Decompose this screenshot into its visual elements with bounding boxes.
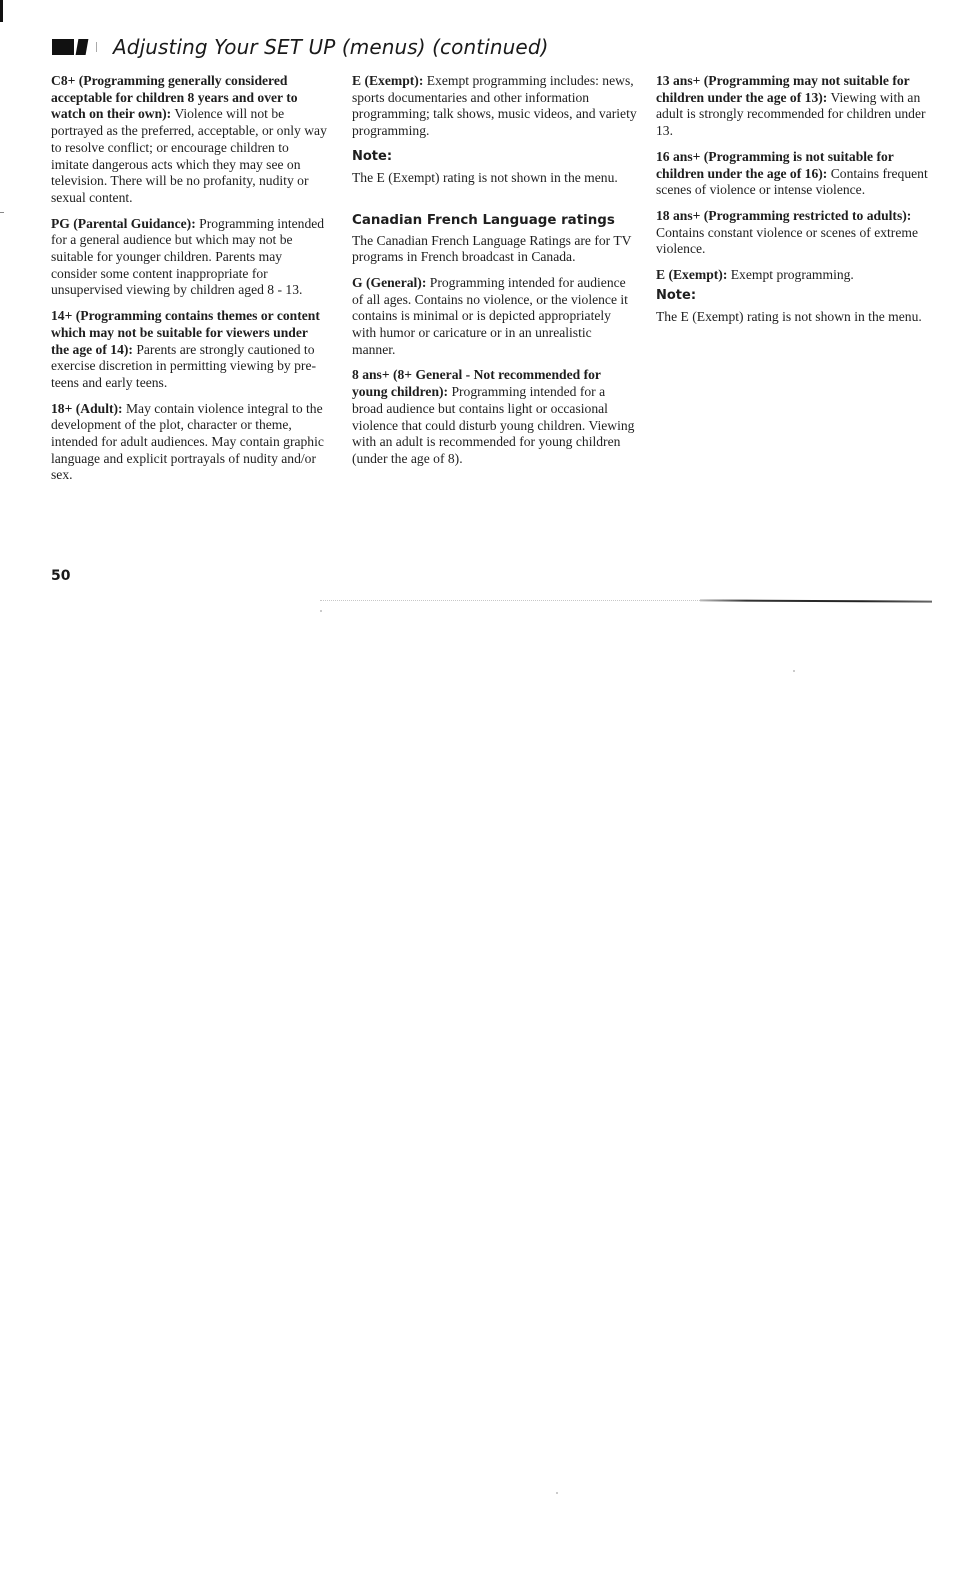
rating-description: Programming intended for audience of all ages. Contains no violence, or the violence it contains is minimal or is depicted appropriately with humor or caricature or in an unrealistic manner. <box>352 274 628 357</box>
rating-paragraph-16ans <box>656 149 940 199</box>
scan-edge-tick <box>0 212 4 213</box>
rating-paragraph-exempt-fr <box>656 267 940 284</box>
rating-term: E (Exempt): <box>352 73 424 88</box>
rating-description: Contains constant violence or scenes of extreme violence. <box>656 224 918 257</box>
rating-paragraph-exempt <box>352 73 638 140</box>
rating-paragraph-13ans <box>656 73 940 140</box>
rating-description: Programming intended for a broad audience but contains light or occasional violence that could disturb young children. Viewing with an adult is recommended for young children (under the age of 8). <box>352 384 635 466</box>
section-intro: The Canadian French Language Ratings are for TV programs in French broadcast in Canada. <box>352 232 632 265</box>
scan-artifact-dots <box>320 600 700 603</box>
scan-artifact-rule <box>700 599 932 602</box>
rating-description: Contains frequent scenes of violence or intense violence. <box>656 165 928 198</box>
rating-description: Parents are strongly cautioned to exercise discretion in permitting viewing by pre-teens and early teens. <box>51 341 316 390</box>
rating-paragraph-8ans <box>352 367 638 467</box>
section-marker-icon <box>52 39 97 55</box>
rating-term: 14+ (Programming contains themes or content which may not be suitable for viewers under the age of 14): <box>51 308 320 357</box>
page-number: 50 <box>51 568 71 584</box>
page-title: Adjusting Your SET UP (menus) (continued) <box>113 35 549 59</box>
rating-description: Exempt programming. <box>727 267 854 283</box>
rating-term: 16 ans+ (Programming is not suitable for children under the age of 16): <box>656 148 894 181</box>
rating-term: C8+ (Programming generally considered acceptable for children 8 years and over to watch on their own): <box>51 73 298 122</box>
note-text: The E (Exempt) rating is not shown in the menu. <box>352 169 618 185</box>
rating-paragraph-c8 <box>51 73 327 207</box>
rating-term: 18+ (Adult): <box>51 400 123 416</box>
page-header <box>52 32 549 62</box>
column-3 <box>656 73 940 334</box>
scan-speck <box>793 670 795 672</box>
note-label: Note: <box>656 287 697 303</box>
rating-description: Exempt programming includes: news, sports documentaries and other information programming; talk shows, music videos, and variety programming. <box>352 73 637 139</box>
rating-description: Programming intended for a general audience but which may not be suitable for younger children. Parents may consider some content inappropriate for unsupervised viewing by children aged 8 - 13. <box>51 215 325 298</box>
note-text: The E (Exempt) rating is not shown in the menu. <box>656 308 922 324</box>
note-label: Note: <box>352 148 393 164</box>
rating-description: Violence will not be portrayed as the preferred, acceptable, or only way to resolve conflict; or encourage children to imitate dangerous acts which they may see on television. There will be no profanity, nudity or sexual content. <box>51 106 327 205</box>
rating-description: Viewing with an adult is strongly recommended for children under 13. <box>656 89 926 139</box>
rating-term: 8 ans+ (8+ General - Not recommended for young children): <box>352 367 601 400</box>
rating-description: May contain violence integral to the development of the plot, character or theme, intended for adult audiences. May contain graphic language and explicit portrayals of nudity and/or sex. <box>51 400 324 483</box>
scan-speck <box>320 610 322 612</box>
column-2 <box>352 73 638 477</box>
rating-term: 13 ans+ (Programming may not suitable for children under the age of 13): <box>656 73 910 105</box>
rating-term: G (General): <box>352 274 427 290</box>
rating-paragraph-18plus <box>51 401 327 485</box>
rating-paragraph-18ans <box>656 208 940 258</box>
column-1 <box>51 73 327 493</box>
rating-term: PG (Parental Guidance): <box>51 215 196 231</box>
rating-term: E (Exempt): <box>656 267 728 283</box>
scan-speck <box>556 1492 558 1494</box>
scan-edge-mark <box>0 0 3 22</box>
rating-paragraph-pg <box>51 216 327 300</box>
section-heading: Canadian French Language ratings <box>352 212 615 228</box>
rating-term: 18 ans+ (Programming restricted to adults): <box>656 207 912 223</box>
rating-paragraph-g <box>352 275 638 359</box>
rating-paragraph-14plus <box>51 308 327 392</box>
